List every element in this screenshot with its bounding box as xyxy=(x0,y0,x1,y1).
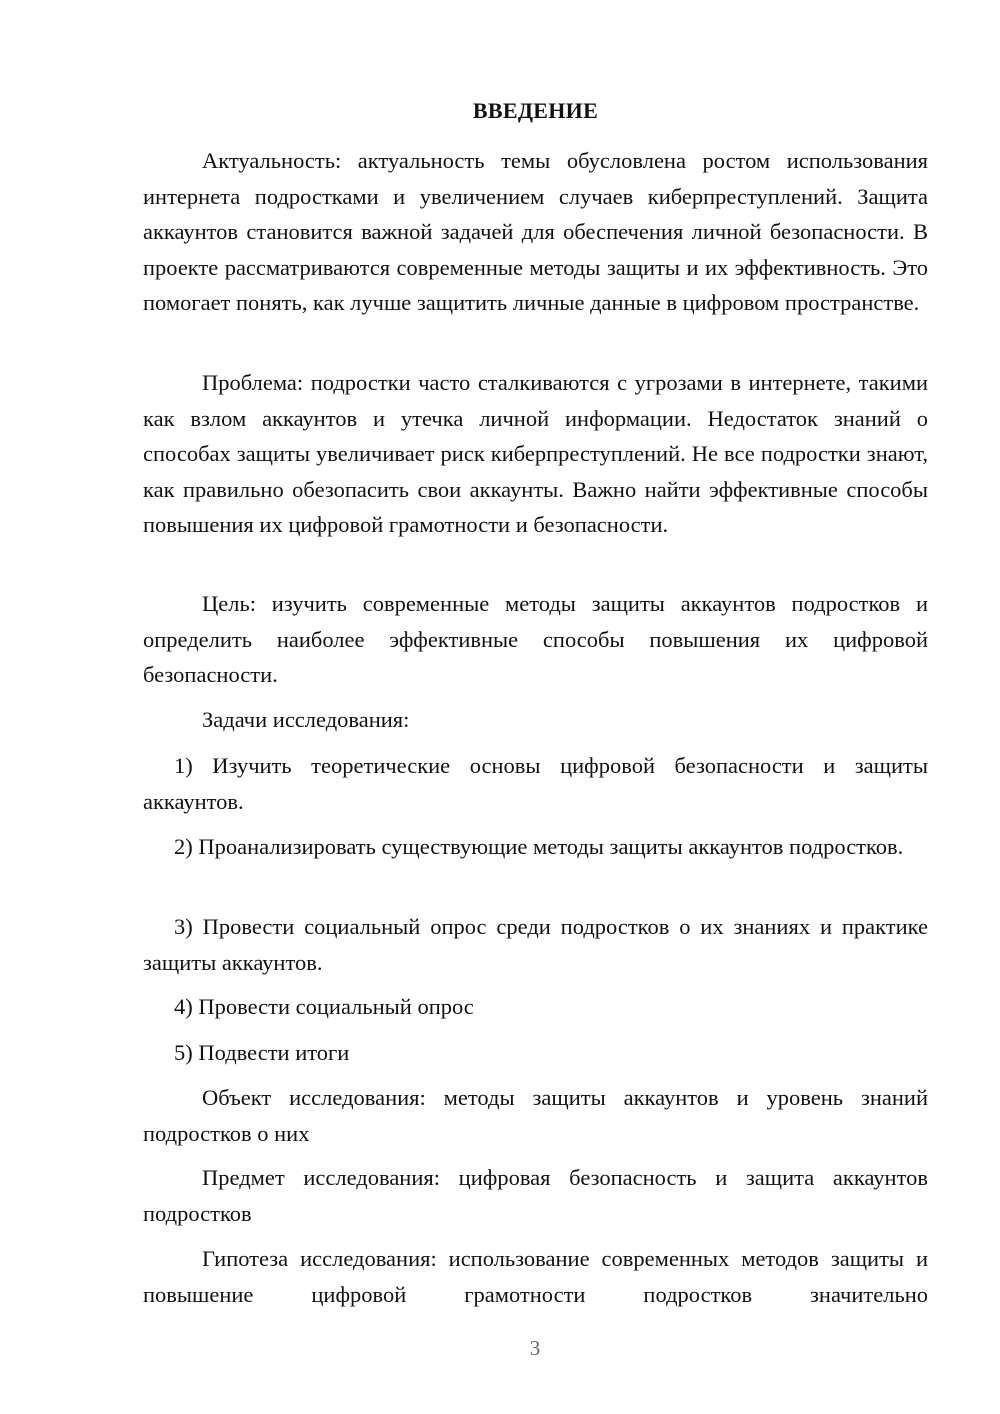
task-item: 5) Подвести итоги xyxy=(174,1040,350,1065)
task-item: 4) Провести социальный опрос xyxy=(174,994,474,1019)
relevance-paragraph: Актуальность: актуальность темы обусловлена ростом использования интернета подростками и увеличением случаев киберпреступлений. Защита аккаунтов становится важной задачей для обеспечения личной безопасности. В проекте рассматриваются современные методы защиты и их эффективность. Это помогает понять, как лучше защитить личные данные в цифровом пространстве. xyxy=(143,148,928,315)
page-number: 3 xyxy=(529,1336,541,1360)
section-heading: ВВЕДЕНИЕ xyxy=(472,98,599,123)
object-paragraph: Объект исследования: методы защиты аккаунтов и уровень знаний подростков о них xyxy=(143,1085,928,1146)
subject-paragraph: Предмет исследования: цифровая безопасность и защита аккаунтов подростков xyxy=(143,1165,928,1226)
task-item: 2) Проанализировать существующие методы защиты аккаунтов подростков. xyxy=(174,834,904,859)
problem-paragraph: Проблема: подростки часто сталкиваются с угрозами в интернете, такими как взлом аккаунтов и утечка личной информации. Недостаток знаний о способах защиты увеличивает риск киберпреступлений. Не все подростки знают, как правильно обезопасить свои аккаунты. Важно найти эффективные способы повышения их цифровой грамотности и безопасности. xyxy=(143,370,928,537)
hypothesis-paragraph: Гипотеза исследования: использование современных методов защиты и повышение цифровой грамотности подростков значительно xyxy=(143,1246,928,1307)
tasks-heading: Задачи исследования: xyxy=(202,707,410,732)
task-item: 3) Провести социальный опрос среди подростков о их знаниях и практике защиты аккаунтов. xyxy=(143,914,928,975)
task-item: 1) Изучить теоретические основы цифровой безопасности и защиты аккаунтов. xyxy=(143,753,928,814)
goal-paragraph: Цель: изучить современные методы защиты аккаунтов подростков и определить наиболее эффективные способы повышения их цифровой безопасности. xyxy=(143,591,928,687)
